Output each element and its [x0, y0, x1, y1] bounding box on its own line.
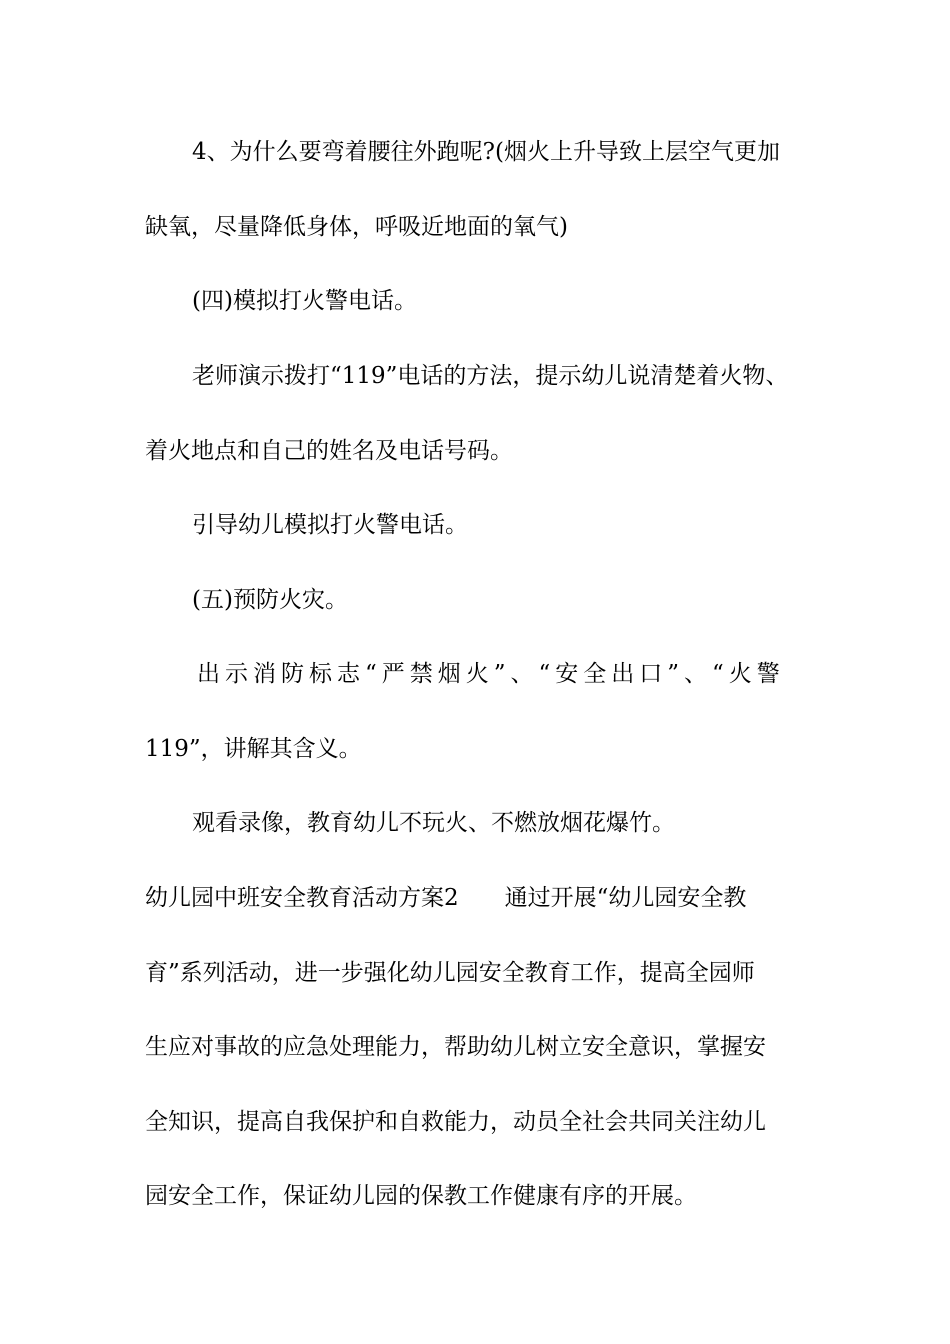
section-heading: (五)预防火灾。 — [192, 587, 348, 613]
paragraph-line: 生应对事故的应急处理能力，帮助幼儿树立安全意识，掌握安 — [145, 1034, 766, 1060]
paragraph-line: 育”系列活动，进一步强化幼儿园安全教育工作，提高全园师 — [145, 960, 755, 986]
paragraph-line: 缺氧，尽量降低身体，呼吸近地面的氧气) — [145, 214, 568, 240]
paragraph-line: 老师演示拨打“119”电话的方法，提示幼儿说清楚着火物、 — [192, 363, 789, 389]
paragraph-line: 园安全工作，保证幼儿园的保教工作健康有序的开展。 — [145, 1183, 697, 1209]
paragraph-line: 119”，讲解其含义。 — [145, 736, 362, 762]
paragraph-line: 幼儿园中班安全教育活动方案2 通过开展“幼儿园安全教 — [145, 885, 747, 911]
paragraph-line: 4、为什么要弯着腰往外跑呢?(烟火上升导致上层空气更加 — [192, 139, 780, 165]
section-heading: (四)模拟打火警电话。 — [192, 288, 417, 314]
paragraph-line: 全知识，提高自我保护和自救能力，动员全社会共同关注幼儿 — [145, 1109, 766, 1135]
paragraph-line: 出示消防标志“严禁烟火”、“安全出口”、“火警 — [197, 661, 785, 687]
paragraph-line: 着火地点和自己的姓名及电话号码。 — [145, 438, 513, 464]
paragraph-line: 观看录像，教育幼儿不玩火、不燃放烟花爆竹。 — [192, 810, 675, 836]
paragraph-line: 引导幼儿模拟打火警电话。 — [192, 512, 468, 538]
